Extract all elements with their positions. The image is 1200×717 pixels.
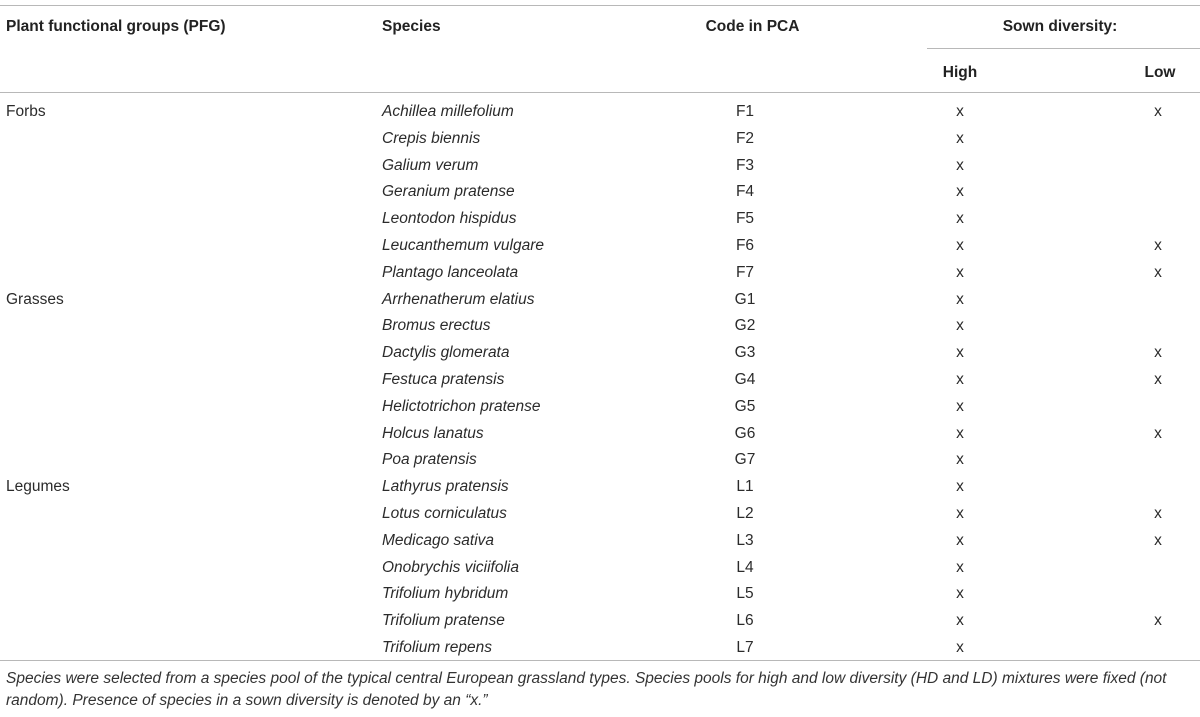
high-mark: x	[956, 317, 964, 335]
high-mark: x	[956, 531, 964, 549]
high-mark: x	[956, 263, 964, 281]
species-name: Festuca pratensis	[382, 371, 505, 388]
header-sown-diversity: Sown diversity:	[1002, 18, 1118, 35]
pca-code: F2	[735, 129, 755, 147]
high-mark: x	[956, 156, 964, 174]
high-mark: x	[956, 397, 964, 415]
header-species: Species	[382, 18, 441, 35]
high-mark: x	[956, 639, 964, 656]
pca-code: F6	[735, 237, 755, 254]
high-mark: x	[956, 183, 964, 201]
species-name: Lathyrus pratensis	[382, 478, 509, 496]
low-mark: x	[1154, 344, 1162, 362]
bottom-rule	[0, 660, 1200, 661]
species-name: Achillea millefolium	[382, 103, 514, 120]
high-mark: x	[956, 210, 964, 228]
top-rule	[0, 5, 1200, 6]
header-pfg: Plant functional groups (PFG)	[6, 18, 226, 35]
high-mark: x	[956, 344, 964, 362]
group-label: Forbs	[6, 103, 46, 120]
pca-code: L5	[736, 585, 754, 603]
species-name: Medicago sativa	[382, 531, 495, 549]
high-mark: x	[956, 505, 964, 522]
pca-code: G3	[734, 344, 756, 362]
pca-code: G2	[734, 317, 756, 335]
pca-code: L6	[736, 612, 754, 630]
pca-code: L1	[736, 478, 754, 496]
species-name: Plantago lanceolata	[382, 263, 519, 281]
species-name: Arrhenatherum elatius	[382, 290, 535, 308]
low-mark: x	[1154, 237, 1162, 254]
pca-code: L2	[736, 505, 754, 522]
header-high: High	[942, 64, 978, 81]
species-name: Trifolium pratense	[382, 612, 505, 630]
species-name: Lotus corniculatus	[382, 505, 507, 522]
low-mark: x	[1154, 424, 1162, 442]
pca-code: F7	[735, 263, 755, 281]
pca-code: F4	[735, 183, 755, 201]
high-mark: x	[956, 371, 964, 388]
species-name: Trifolium repens	[382, 639, 492, 656]
species-name: Crepis biennis	[382, 129, 481, 147]
species-name: Helictotrichon pratense	[382, 397, 541, 415]
species-name: Leucanthemum vulgare	[382, 237, 544, 254]
high-mark: x	[956, 478, 964, 496]
low-mark: x	[1154, 531, 1162, 549]
pca-code: F3	[735, 156, 755, 174]
sown-diversity-rule	[927, 48, 1200, 49]
pca-code: G1	[734, 290, 756, 308]
high-mark: x	[956, 558, 964, 576]
pca-code: G5	[734, 397, 756, 415]
high-mark: x	[956, 237, 964, 254]
table-footnote: Species were selected from a species pool of the typical central European grassland types. Species pools for high and low diversity (HD and LD) mixtures were fixed (not random). Presence of species in a sown diversity is denoted by an “x.”	[6, 670, 1167, 709]
low-mark: x	[1154, 505, 1162, 522]
species-name: Dactylis glomerata	[382, 344, 510, 362]
pca-code: L4	[736, 558, 754, 576]
high-mark: x	[956, 290, 964, 308]
species-name: Poa pratensis	[382, 451, 477, 469]
low-mark: x	[1154, 371, 1162, 388]
species-name: Holcus lanatus	[382, 424, 484, 442]
pca-code: G6	[734, 424, 756, 442]
low-mark: x	[1154, 103, 1162, 120]
species-name: Leontodon hispidus	[382, 210, 517, 228]
high-mark: x	[956, 585, 964, 603]
pca-code: G7	[734, 451, 756, 469]
high-mark: x	[956, 424, 964, 442]
species-name: Trifolium hybridum	[382, 585, 509, 603]
pca-code: G4	[734, 371, 756, 388]
header-low: Low	[1144, 64, 1176, 81]
pca-code: L7	[736, 639, 754, 656]
high-mark: x	[956, 103, 964, 120]
species-name: Galium verum	[382, 156, 479, 174]
header-bottom-rule	[0, 92, 1200, 93]
low-mark: x	[1154, 612, 1162, 630]
group-label: Legumes	[6, 478, 70, 496]
pca-code: F1	[735, 103, 755, 120]
species-name: Geranium pratense	[382, 183, 515, 201]
species-name: Onobrychis viciifolia	[382, 558, 519, 576]
high-mark: x	[956, 612, 964, 630]
pca-code: L3	[736, 531, 754, 549]
high-mark: x	[956, 129, 964, 147]
group-label: Grasses	[6, 290, 64, 308]
header-code: Code in PCA	[705, 18, 800, 35]
high-mark: x	[956, 451, 964, 469]
low-mark: x	[1154, 263, 1162, 281]
species-name: Bromus erectus	[382, 317, 491, 335]
pca-code: F5	[735, 210, 755, 228]
